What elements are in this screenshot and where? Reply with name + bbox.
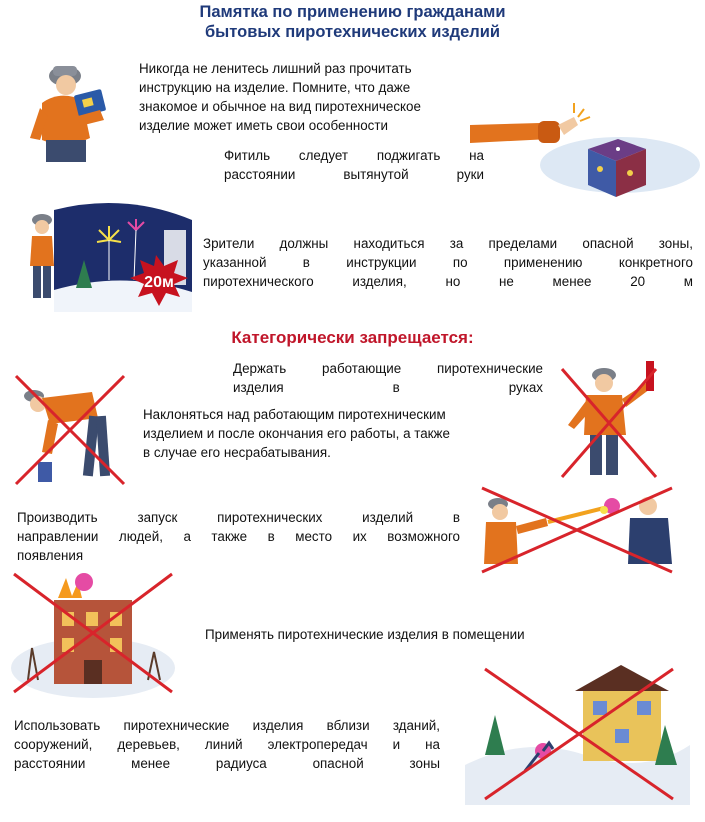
rule-people-text — [17, 508, 460, 565]
illustration-spectator-distance — [14, 200, 194, 312]
rule-people-line-2: направлении людей, а также в место их возможного — [17, 529, 460, 544]
fuse-line-1: Фитиль следует поджигать на — [224, 148, 484, 163]
distance-badge: 20м — [144, 274, 174, 291]
rule-lean-text — [143, 405, 543, 462]
instructions-line-4: изделие может иметь свои особенности — [139, 118, 388, 133]
illustration-near-buildings — [465, 655, 690, 813]
forbidden-heading: Категорически запрещается: — [231, 328, 474, 347]
spectators-line-3: пиротехнического изделия, но не менее 20 м — [203, 274, 693, 289]
rule-buildings-text — [14, 716, 440, 773]
illustration-lighting-fuse — [470, 95, 690, 195]
prohibition-cross — [16, 376, 124, 484]
rule-lean-line-1: Наклоняться над работающим пиротехническим — [143, 407, 446, 422]
rule-buildings-line-1: Использовать пиротехнические изделия вблизи зданий, — [14, 718, 440, 733]
title-line-1: Памятка по применению гражданами — [199, 3, 506, 21]
spectators-text — [203, 234, 693, 291]
instructions-line-1: Никогда не ленитесь лишний раз прочитать — [139, 61, 412, 76]
page-title — [0, 2, 705, 42]
fuse-line-2: расстоянии вытянутой руки — [224, 167, 484, 182]
rule-hold-text — [233, 359, 543, 397]
illustration-burning-house — [8, 568, 178, 698]
rule-lean-line-2: изделием и после окончания его работы, а также — [143, 426, 450, 441]
rule-buildings-line-2: сооружений, деревьев, линий электропередач и на — [14, 737, 440, 752]
instructions-line-2: инструкцию на изделие. Помните, что даже — [139, 80, 411, 95]
rule-people-line-3: появления — [17, 548, 84, 563]
instructions-line-3: знакомое и обычное на вид пиротехническое — [139, 99, 421, 114]
rule-hold-line-2: изделия в руках — [233, 380, 543, 395]
illustration-leaning-man — [12, 372, 132, 494]
rule-indoors-text: Применять пиротехнические изделия в помещении — [205, 627, 525, 642]
title-line-2: бытовых пиротехнических изделий — [204, 23, 501, 41]
spectators-line-2: указанной в инструкции по применению конкретного — [203, 255, 693, 270]
fuse-text — [224, 146, 484, 184]
rule-hold-line-1: Держать работающие пиротехнические — [233, 361, 543, 376]
rule-lean-line-3: в случае его несрабатывания. — [143, 445, 331, 460]
illustration-reading-man — [20, 58, 120, 168]
instructions-text — [139, 59, 459, 135]
illustration-launch-at-people — [472, 484, 680, 576]
rule-people-line-1: Производить запуск пиротехнических изделий в — [17, 510, 460, 525]
rule-buildings-line-3: расстоянии менее радиуса опасной зоны — [14, 756, 440, 771]
spectators-line-1: Зрители должны находиться за пределами опасной зоны, — [203, 236, 693, 251]
illustration-holding-rocket — [556, 355, 666, 485]
